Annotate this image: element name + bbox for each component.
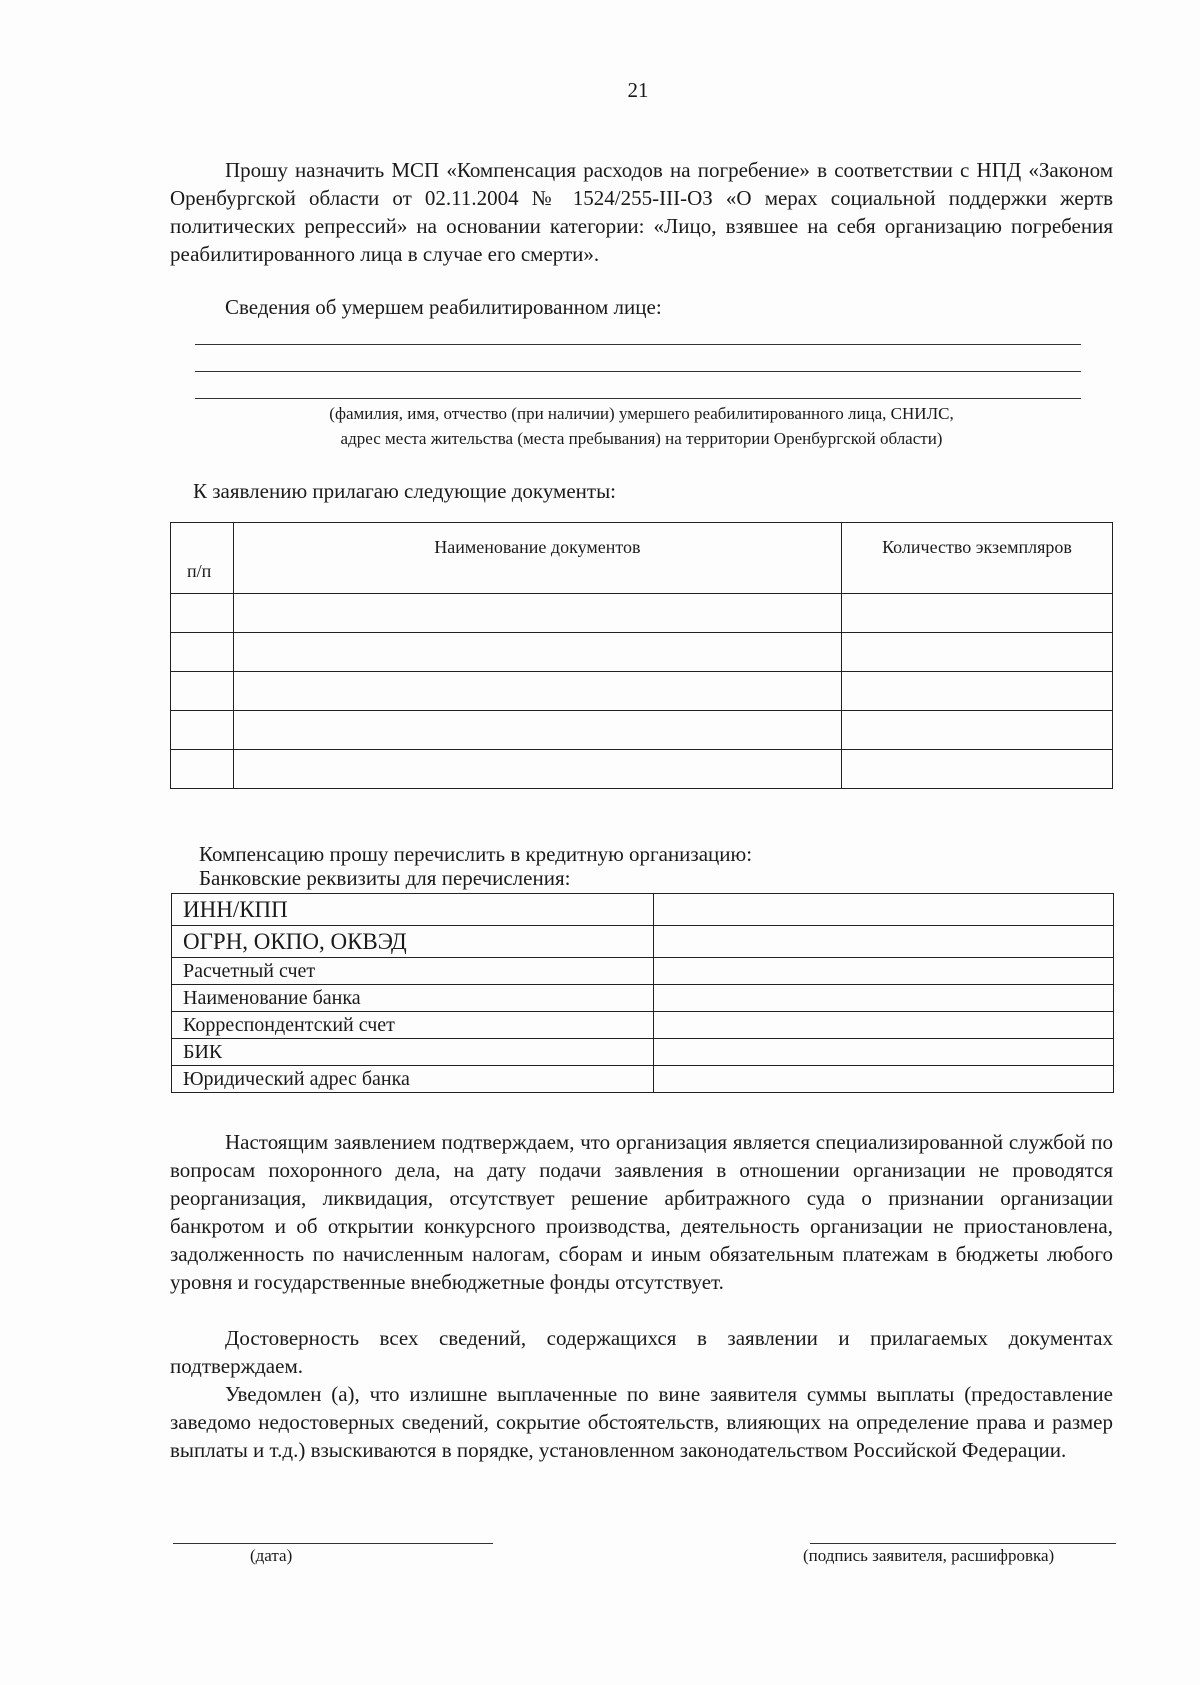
documents-label: К заявлению прилагаю следующие документы: — [193, 479, 617, 503]
table-row — [171, 633, 1113, 672]
notice-paragraph: Уведомлен (а), что излишне выплаченные по вине заявителя суммы выплаты (предоставление заведомо недостоверных сведений, сокрытие обстоятельств, влияющих на определение права и размер выплаты и т.д.) взыскиваются в порядке, установленном законодательством Российской Федерации. — [170, 1382, 1113, 1462]
cell-document-name[interactable] — [233, 672, 841, 711]
column-header-document-name: Наименование документов — [233, 523, 841, 594]
signature-line[interactable] — [810, 1543, 1116, 1544]
cell-copies[interactable] — [841, 711, 1112, 750]
table-row — [172, 926, 1114, 958]
table-row — [171, 750, 1113, 789]
bank-field-value[interactable] — [654, 894, 1114, 926]
cell-copies[interactable] — [841, 672, 1112, 711]
cell-document-name[interactable] — [233, 633, 841, 672]
table-row — [171, 594, 1113, 633]
bank-field-value[interactable] — [654, 1012, 1114, 1039]
documents-table — [170, 522, 1113, 789]
table-row — [172, 1039, 1114, 1066]
deceased-info-caption-2: адрес места жительства (места пребывания) на территории Оренбургской области) — [340, 429, 943, 448]
confirmation-paragraph: Настоящим заявлением подтверждаем, что организация является специализированной службой по вопросам похоронного дела, на дату подачи заявления в отношении организации не проводятся реорганизация, ликвидация, отсутствует решение арбитражного суда о признании организации банкротом и об открытии конкурсного производства, деятельность организации не приостановлена, задолженность по начисленным налогам, сборам и иным обязательным платежам в бюджеты любого уровня и государственные внебюджетные фонды отсутствует. — [170, 1130, 1113, 1294]
deceased-info-line-2[interactable] — [195, 371, 1081, 372]
cell-number[interactable] — [171, 711, 234, 750]
deceased-info-label: Сведения об умершем реабилитированном лице: — [225, 295, 662, 319]
table-row — [172, 1066, 1114, 1093]
signature-caption: (подпись заявителя, расшифровка) — [803, 1546, 1055, 1565]
page-number: 21 — [627, 78, 649, 102]
request-paragraph: Прошу назначить МСП «Компенсация расходов на погребение» в соответствии с НПД «Законом Оренбургской области от 02.11.2004 № 1524/255-III-ОЗ «О мерах социальной поддержки жертв политических репрессий» на основании категории: «Лицо, взявшее на себя организацию погребения реабилитированного лица в случае его смерти». — [170, 158, 1113, 266]
bank-field-value[interactable] — [654, 1039, 1114, 1066]
table-row — [172, 894, 1114, 926]
cell-number[interactable] — [171, 633, 234, 672]
cell-number[interactable] — [171, 594, 234, 633]
cell-number[interactable] — [171, 750, 234, 789]
bank-details-table — [171, 893, 1114, 1093]
bank-details-label: Банковские реквизиты для перечисления: — [199, 866, 571, 890]
cell-number[interactable] — [171, 672, 234, 711]
bank-field-label: Расчетный счет — [172, 958, 654, 985]
bank-field-label: ИНН/КПП — [172, 894, 654, 926]
cell-copies[interactable] — [841, 633, 1112, 672]
column-header-copies: Количество экземпляров — [841, 523, 1112, 594]
bank-field-value[interactable] — [654, 958, 1114, 985]
documents-table-header — [171, 523, 1113, 594]
table-row — [171, 711, 1113, 750]
compensation-label: Компенсацию прошу перечислить в кредитную организацию: — [199, 842, 753, 866]
bank-field-value[interactable] — [654, 1066, 1114, 1093]
bank-field-label: ОГРН, ОКПО, ОКВЭД — [172, 926, 654, 958]
reliability-paragraph: Достоверность всех сведений, содержащихся в заявлении и прилагаемых документах подтверждаем. — [170, 1326, 1113, 1378]
cell-copies[interactable] — [841, 594, 1112, 633]
table-row — [172, 985, 1114, 1012]
bank-field-label: БИК — [172, 1039, 654, 1066]
cell-document-name[interactable] — [233, 711, 841, 750]
deceased-info-caption-1: (фамилия, имя, отчество (при наличии) умершего реабилитированного лица, СНИЛС, — [329, 404, 954, 423]
table-row — [172, 958, 1114, 985]
deceased-info-line-1[interactable] — [195, 344, 1081, 345]
bank-field-value[interactable] — [654, 985, 1114, 1012]
date-caption: (дата) — [250, 1546, 293, 1565]
column-header-number: п/п — [171, 523, 234, 594]
bank-field-label: Наименование банка — [172, 985, 654, 1012]
table-row — [172, 1012, 1114, 1039]
bank-field-label: Юридический адрес банка — [172, 1066, 654, 1093]
bank-field-label: Корреспондентский счет — [172, 1012, 654, 1039]
deceased-info-line-3[interactable] — [195, 398, 1081, 399]
cell-document-name[interactable] — [233, 594, 841, 633]
bank-field-value[interactable] — [654, 926, 1114, 958]
table-row — [171, 672, 1113, 711]
cell-copies[interactable] — [841, 750, 1112, 789]
cell-document-name[interactable] — [233, 750, 841, 789]
date-line[interactable] — [173, 1543, 493, 1544]
